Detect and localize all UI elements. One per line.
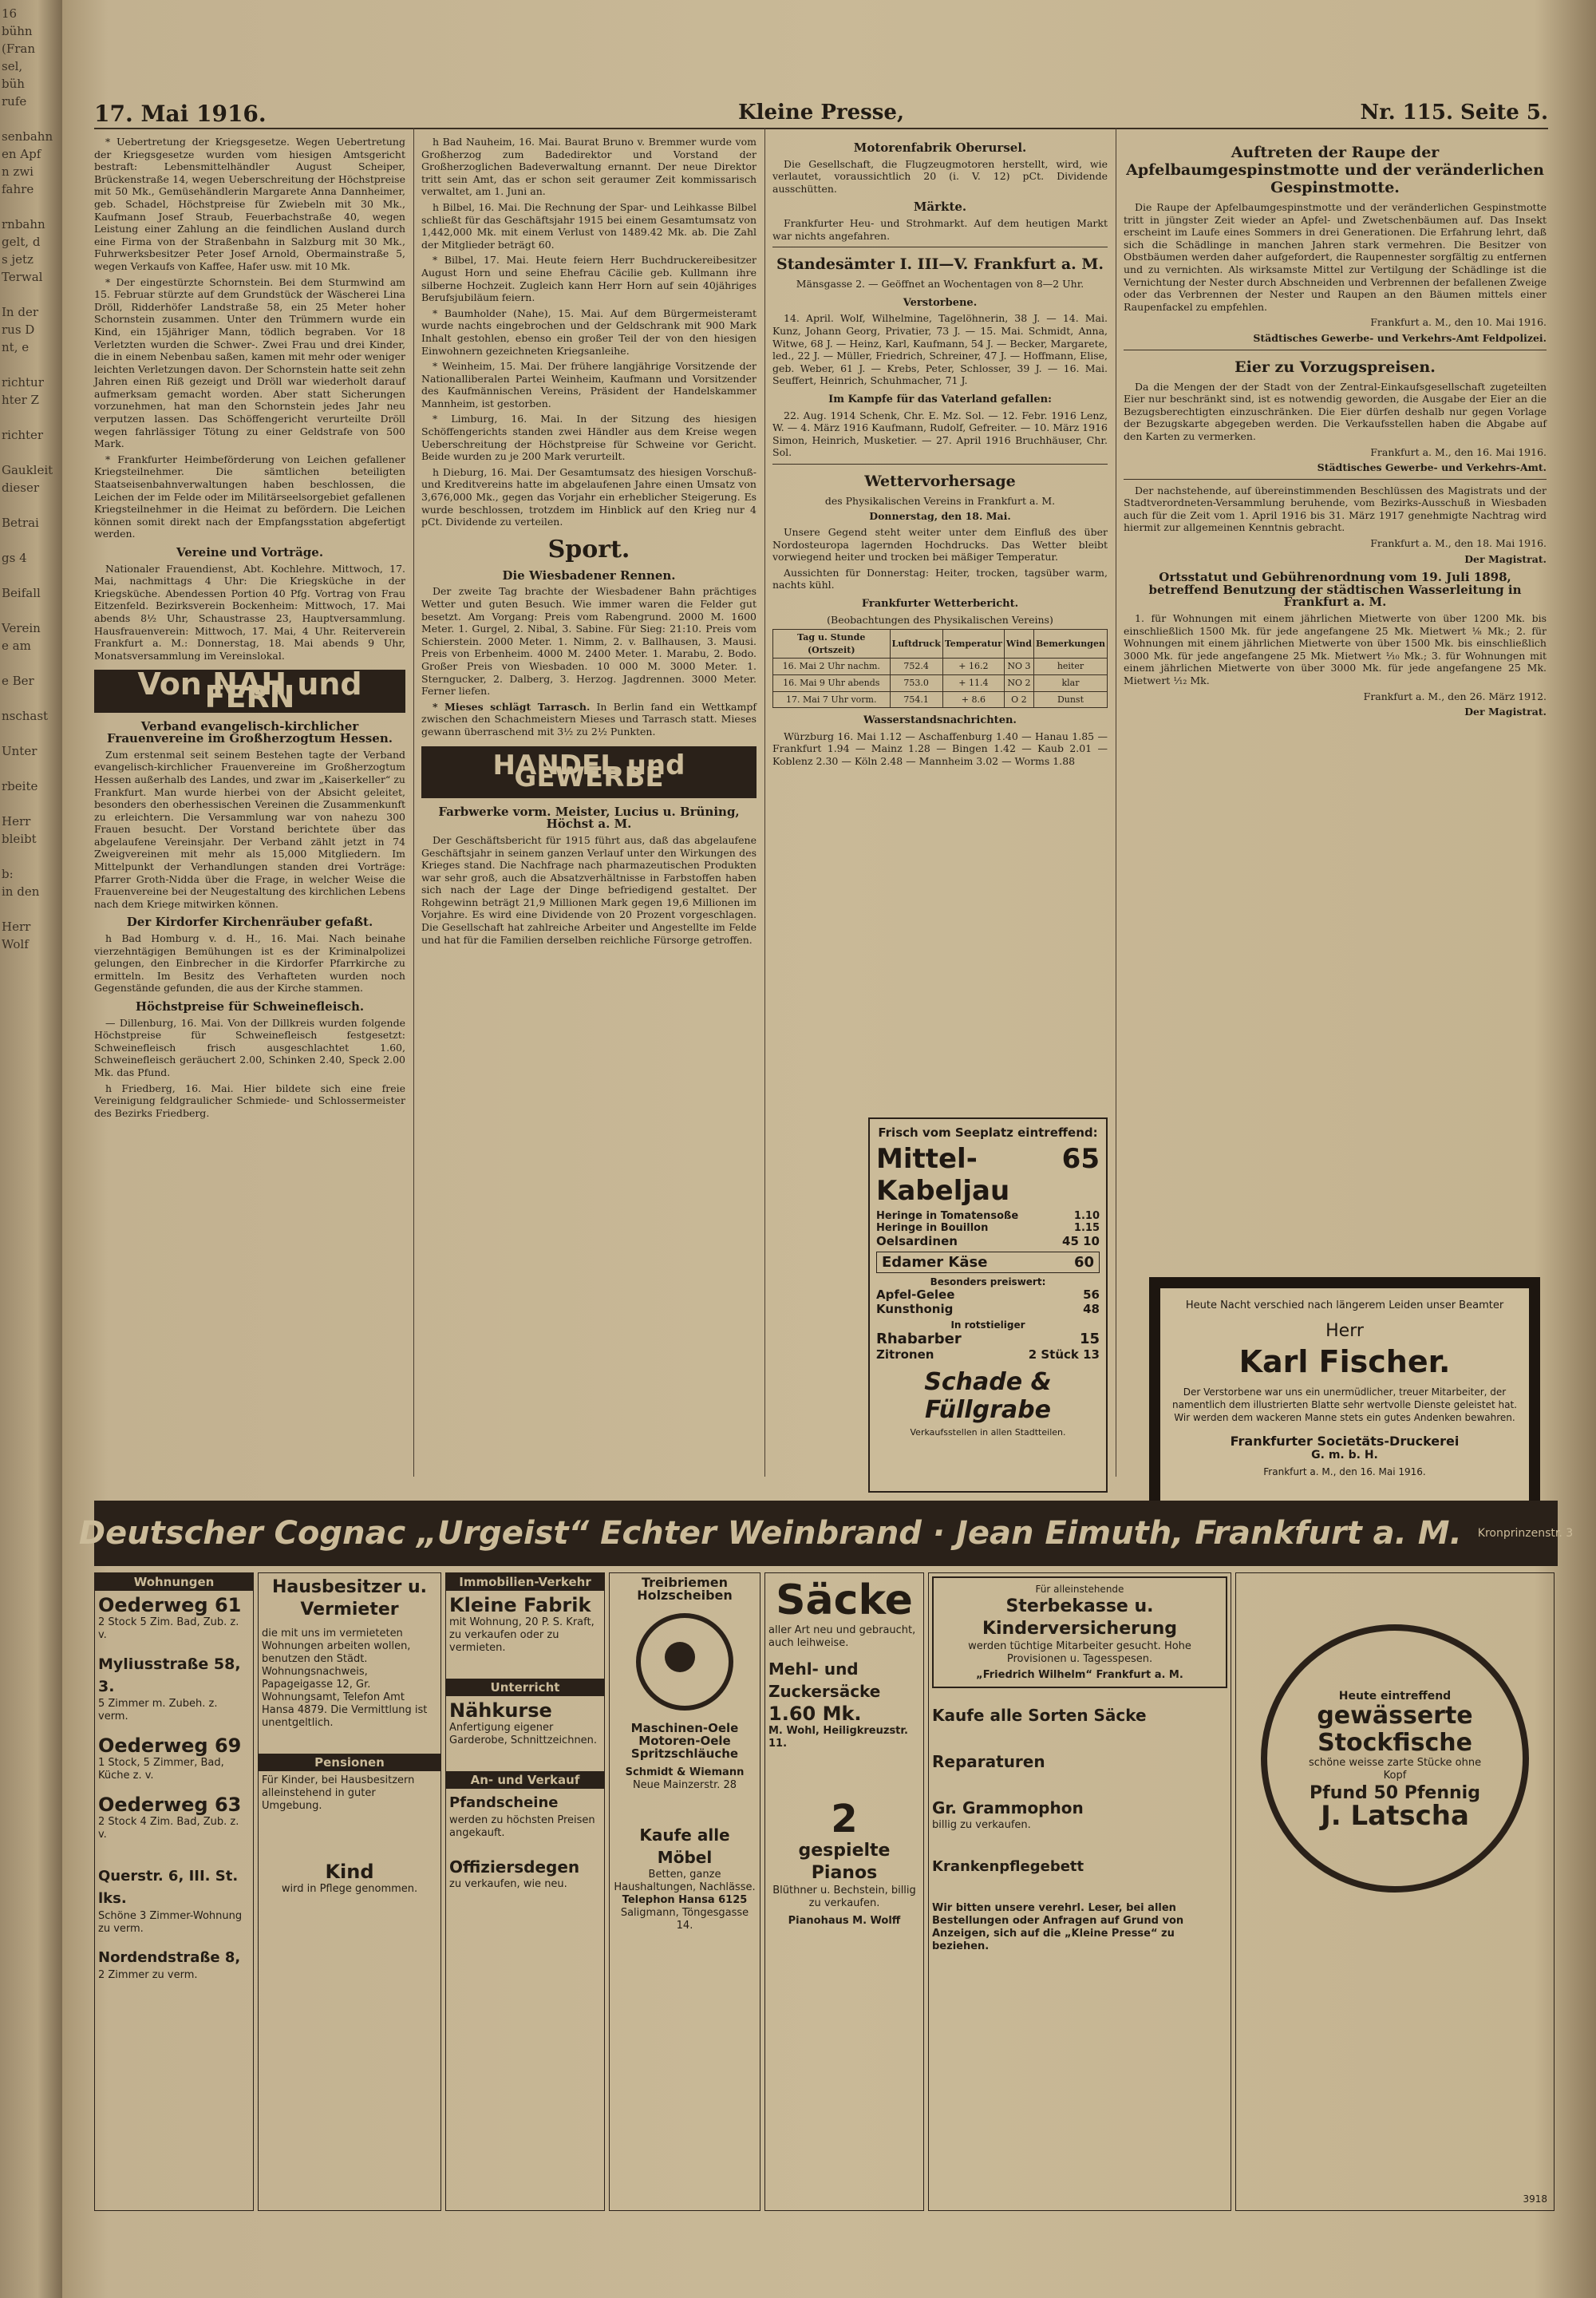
article-verband: Zum erstenmal seit seinem Bestehen tagte der Verband evangelisch-kirchlicher Frauenvereine im Großherzogtum Hessen außerhalb des Landes, und zwar im „Kaiserkeller“ zu Frankfurt. Man wurde hierbei von der Absicht geleitet, besonders den oberhessischen Vereinen die Zusammenkunft zu erleichtern. Die Versammlung war von nahezu 300 Frauen besucht. Der Vorstand berichtete über das abgelaufene Vereinsjahr. Der Verband zählt jetzt in 74 Zweigvereinen mit mehr als 15,000 Mitgliedern. Im Mittelpunkt der Verhandlungen standen drei Vorträge: Pfarrer Groth-Nidda über die Frage, in welcher Weise die Frauenvereine bei der Neugestaltung des kirchlichen Lebens nach dem Kriege mitwirken können.	[94, 748, 405, 910]
classified-wohnungen	[94, 1572, 254, 2211]
ad-kabeljau-main: Mittel-Kabeljau	[876, 1143, 1010, 1207]
article-rennen: Der zweite Tag brachte der Wiesbadener Bahn prächtiges Wetter und guten Besuch. Wie immer waren die Felder gut besetzt. Am Vorgang: Preis vom Rabengrund. 2000 M. 1600 Meter. 1. Gurgel, 2. Nibal, 3. Sabine. Für Sieg: 21:10. Preis vom Schierstein. 2000 Meter. 1. Nimm, 2. v. Ballhausen, 3. Mausi. Preis von Erbenheim. 4000 M. 2400 Meter. 1. Marabu, 2. Bodo. Großer Preis von Wiesbaden. 10 000 M. 3000 Meter. 1. Sterngucker, 2. Dalberg, 3. Herzog. Jagdrennen. 3000 Meter. Ferner liefen.	[421, 585, 757, 698]
table-row	[773, 675, 1108, 692]
classified-sterbekasse	[928, 1572, 1231, 2211]
listing-title: Nordendstraße 8,	[98, 1949, 241, 1966]
heading-wetterbericht: Frankfurter Wetterbericht.	[861, 598, 1019, 611]
ad-kabeljau-price: 65	[1061, 1143, 1100, 1175]
weather-table-header	[773, 630, 1108, 659]
wetter-date: Donnerstag, den 18. Mai.	[869, 510, 1011, 523]
listing-title: Pfandscheine	[449, 1794, 559, 1811]
heading-verstorbene: Verstorbene.	[903, 296, 978, 309]
classified-stockfische	[1235, 1572, 1555, 2211]
section-title-maerkte: Märkte.	[913, 200, 967, 215]
listing-title: Querstr. 6, III. St. lks.	[98, 1868, 239, 1907]
weather-col-header: Temperatur	[942, 630, 1004, 659]
article-farbwerke: Der Geschäftsbericht für 1915 führt aus, daß das abgelaufene Geschäftsjahr in seinem ganzen Verlauf unter den Wirkungen des Krieges stand. Die Nachfrage nach pharmazeutischen Produkten war sehr groß, auch die Absatzverhältnisse in Farbstoffen haben sich nach der Lage der Dinge befriedigend gestaltet. Der Rohgewinn beträgt 21,9 Millionen Mark gegen 19,6 Millionen im Vorjahre. Es wird eine Dividende von 20 Prozent vorgeschlagen. Die Gesellschaft hat zahlreiche Arbeiter und Angestellte im Felde und hat für die Familien derselben reichliche Fürsorge getroffen.	[421, 833, 757, 946]
article-bilbel-hochzeit: * Bilbel, 17. Mai. Heute feiern Herr Buchdruckereibesitzer August Horn und seine Ehefrau Cäcilie geb. Kullmann ihre silberne Hochzeit. Zugleich kann Herr Horn auf sein 40jähriges Berufsjubiläum feiern.	[421, 254, 757, 304]
table-cell: 16. Mai 9 Uhr abends	[773, 675, 891, 692]
wasserstand-list: Würzburg 16. Mai 1.12 — Aschaffenburg 1.40 — Hanau 1.85 — Frankfurt 1.94 — Mainz 1.28 — Bingen 1.42 — Kaub 2.01 — Koblenz 2.30 — Köln 2.48 — Mannheim 3.02 — Worms 1.88	[772, 730, 1108, 767]
classified-code: 3918	[1523, 2193, 1547, 2205]
notice-ortsstatut: 1. für Wohnungen mit einem jährlichen Mietwerte von über 1200 Mk. bis einschließlich 1500 Mk. für jede angefangene 25 Mk. Mietwert ⅛ Mk.; 2. für Wohnungen mit einem jährlichen Mietwerte von über 1500 Mk. bis einschließlich 3000 Mk. für jede angefangene 25 Mk. Mietwert ⅟₁₀ Mk.; 3. für Wohnungen mit einem jährlichen Mietwerte von über 3000 Mk. für jede angefangene 25 Mk. Mietwert ⅟₁₂ Mk.	[1124, 612, 1547, 686]
ad-cognac-text: Deutscher Cognac „Urgeist“ Echter Weinbrand · Jean Eimuth, Frankfurt a. M.	[78, 1515, 1462, 1552]
headline-mieses: * Mieses schlägt Tarrasch.	[433, 700, 591, 713]
listing-title: Kaufe alle Möbel	[639, 1825, 730, 1867]
column-rule	[764, 128, 765, 1477]
table-cell: + 11.4	[942, 675, 1004, 692]
listing-text: mit Wohnung, 20 P. S. Kraft, zu verkaufen oder zu vermieten.	[449, 1616, 595, 1654]
article-dieburg: h Dieburg, 16. Mai. Der Gesamtumsatz des hiesigen Vorschuß- und Kreditvereins hatte im abgelaufenen Jahre einen Umsatz von 3,676,000 Mk., gegen das Vorjahr ein erheblicher Steigerung. Es wurde beschlossen, trotzdem im Hinblick auf den Krieg nur 4 pCt. Dividende zu verteilen.	[421, 465, 757, 528]
ad-stockfische-circle	[1261, 1624, 1529, 1893]
article-heimbefoerderung: * Frankfurter Heimbeförderung von Leichen gefallener Kriegsteilnehmer. Die sämtlichen beteiligten Staatseisenbahnverwaltungen haben beschlossen, die Leichen der im Felde oder im Militärseelsorgebiet gefallenen Kriegsteilnehmer in die Heimat zu befördern. Die Leichen können somit direkt nach der Empfangsstation abgefertigt werden.	[94, 453, 405, 540]
obituary-text: Der Verstorbene war uns ein unermüdlicher, treuer Mitarbeiter, der namentlich dem illustrierten Blatte sehr wertvolle Dienste geleistet hat. Wir werden dem wackeren Manne stets ein gutes Andenken bewahren.	[1172, 1386, 1517, 1423]
wetter-text: Unsere Gegend steht weiter unter dem Einfluß des über Nordosteuropa lagernden Hochdrucks. Das Wetter bleibt vorwiegend heiter und trocken bei mäßiger Temperatur.	[772, 526, 1108, 564]
notice-beschluss-date: Frankfurt a. M., den 18. Mai 1916.	[1370, 537, 1547, 550]
previous-page-fragments: 16 bühn (Fran sel, büh rufe senbahn en Apf n zwi fahre rnbahn gelt, d s jetz Terwal In der rus D nt, e richtur hter Z richter Gaukleit dieser Betrai gs 4 Beifall Verein e am e Ber nschast Unter rbeite Herr bleibt b: in den Herr Wolf	[2, 6, 53, 951]
column-3	[772, 136, 1108, 1046]
notice-eier: Da die Mengen der der Stadt von der Zentral-Einkaufsgesellschaft zugeteilten Eier nur beschränkt sind, ist es notwendig geworden, die Ausgabe der Eier an die Bezugsberechtigten einzuschränken. Die Eier dürfen deshalb nur gegen Vorlage der Bezugskarte abgegeben werden. Die Verkaufsstellen haben die Abgabe auf den Karten zu vermerken.	[1124, 380, 1547, 442]
headline-wiesbadener-rennen: Die Wiesbadener Rennen.	[502, 568, 676, 583]
divider	[772, 464, 1108, 465]
listing-title: Offiziersdegen	[449, 1857, 580, 1877]
obituary-date: Frankfurt a. M., den 16. Mai 1916.	[1263, 1466, 1426, 1477]
ad-item: Zitronen	[876, 1347, 934, 1362]
listing-text: 1 Stock, 5 Zimmer, Bad, Küche z. v.	[98, 1757, 224, 1782]
wetterbericht-source: (Beobachtungen des Physikalischen Vereins)	[827, 613, 1053, 626]
classified-immobilien	[445, 1572, 605, 2211]
listing-firm: Pianohaus M. Wolff	[788, 1915, 901, 1927]
page-header	[94, 96, 1548, 129]
headline-raupe: Auftreten der Raupe der Apfelbaumgespinstmotte und der veränderlichen Gespinstmotte.	[1126, 144, 1544, 196]
table-cell: 752.4	[890, 659, 942, 675]
notice-eier-signature: Städtisches Gewerbe- und Verkehrs-Amt.	[1317, 461, 1547, 474]
divider	[1124, 479, 1547, 480]
listing-text: Betten, ganze Haushaltungen, Nachlässe.	[614, 1869, 756, 1893]
weather-col-header: Tag u. Stunde (Ortszeit)	[773, 630, 891, 659]
listing-text: 2 Stock 4 Zim. Bad, Zub. z. v.	[98, 1816, 239, 1841]
listing-text: 2 Stock 5 Zim. Bad, Zub. z. v.	[98, 1616, 239, 1641]
headline-motorenfabrik: Motorenfabrik Oberursel.	[853, 140, 1027, 155]
headline-verband: Verband evangelisch-kirchlicher Frauenvereine im Großherzogtum Hessen.	[107, 718, 393, 746]
listing-title: Oederweg 69	[98, 1734, 242, 1757]
article-bad-nauheim: h Bad Nauheim, 16. Mai. Baurat Bruno v. Bremmer wurde vom Großherzog zum Badedirektor und Vorstand der Großherzoglichen Badeverwaltung ernannt. Der neue Direktor tritt sein Amt, das er schon seit geraumer Zeit kommissarisch verwaltet, am 1. Juni an.	[421, 136, 757, 198]
article-kirdorf: h Bad Homburg v. d. H., 16. Mai. Nach beinahe vierzehntägigen Bemühungen ist es der Kriminalpolizei gelungen, den Einbrecher in die Kirdorfer Pfarrkirche zu ermitteln. Im Besitz des Verhafteten wurden noch Gegenstände gefunden, die aus der Kirche stammen.	[94, 932, 405, 995]
notice-raupe-signature: Städtisches Gewerbe- und Verkehrs-Amt Feldpolizei.	[1253, 331, 1547, 344]
listing-firm: „Friedrich Wilhelm“ Frankfurt a. M.	[976, 1669, 1183, 1681]
ad-price: 45 10	[1062, 1234, 1100, 1248]
table-cell: 753.0	[890, 675, 942, 692]
gear-icon	[636, 1613, 733, 1711]
heading-gefallen: Im Kampfe für das Vaterland gefallen:	[828, 393, 1052, 405]
listing-title: Oederweg 63	[98, 1794, 242, 1816]
section-title-wettervorhersage: Wettervorhersage	[864, 472, 1016, 490]
ad-item: Heringe in Bouillon	[876, 1222, 989, 1234]
column-rule	[413, 128, 414, 1477]
listing-title: gewässerte Stockfische	[1317, 1702, 1473, 1757]
listing-text: Blüthner u. Bechstein, billig zu verkaufen.	[772, 1885, 916, 1909]
ad-item: Edamer Käse	[882, 1254, 988, 1271]
listing-text: wird in Pflege genommen.	[281, 1883, 418, 1895]
listing-text: 2 Zimmer zu verm.	[98, 1969, 198, 1981]
article-weinheim: * Weinheim, 15. Mai. Der frühere langjährige Vorsitzende der Nationalliberalen Partei Weinheim, Kaufmann und Vorsitzender des Kaufmännischen Vereins, Präsident der Handelskammer Mannheim, ist gestorben.	[421, 360, 757, 409]
notice-ortsstatut-date: Frankfurt a. M., den 26. März 1912.	[1363, 690, 1547, 702]
header-date: 17. Mai 1916.	[94, 101, 267, 127]
column-2	[421, 136, 757, 1485]
notice-beschluss: Der nachstehende, auf übereinstimmenden Beschlüssen des Magistrats und der Stadtverordneten-Versammlung beruhende, vom Bezirks-Ausschuß in Wiesbaden auch für die Zeit vom 1. April 1916 bis 31. März 1917 genehmigte Nachtrag wird hiermit zur allgemeinen Kenntnis gebracht.	[1124, 484, 1547, 534]
listing-text: Schöne 3 Zimmer-Wohnung zu verm.	[98, 1910, 243, 1935]
listing-text: aller Art neu und gebraucht, auch leihweise.	[768, 1624, 916, 1649]
listing-title: gespielte Pianos	[798, 1841, 891, 1883]
table-cell: + 8.6	[942, 691, 1004, 708]
listing-text: billig zu verkaufen.	[932, 1819, 1031, 1831]
obituary-herr: Herr	[1325, 1321, 1364, 1341]
article-mieses-text: In Berlin fand ein Wettkampf zwischen den Schachmeistern Mieses und Tarrasch statt. Mieses gewann überraschend mit 3½ zu 2½ Punkten.	[421, 700, 757, 738]
listing-address: Neue Mainzerstr. 28	[632, 1779, 737, 1791]
headline-eier: Eier zu Vorzugspreisen.	[1235, 358, 1436, 376]
weather-col-header: Wind	[1004, 630, 1033, 659]
heading-wasserstand: Wasserstandsnachrichten.	[863, 714, 1017, 727]
wetter-source: des Physikalischen Vereins in Frankfurt a. M.	[824, 494, 1056, 507]
article-limburg: * Limburg, 16. Mai. In der Sitzung des hiesigen Schöffengerichts standen zwei Händler aus dem Kreise wegen Ueberschreitung der Höchstpreise für Schweine vor Gericht. Beide wurden zu je 200 Mark verurteilt.	[421, 413, 757, 463]
article-friedberg: h Friedberg, 16. Mai. Hier bildete sich eine freie Vereinigung feldgraulicher Schmiede- und Schlossermeister des Bezirks Friedberg.	[94, 1082, 405, 1119]
classified-header: Wohnungen	[95, 1573, 253, 1591]
listing-text: 5 Zimmer m. Zubeh. z. verm.	[98, 1698, 218, 1723]
table-cell: 16. Mai 2 Uhr nachm.	[773, 659, 891, 675]
ad-brand-schade-fuellgrabe: Schade & Füllgrabe	[924, 1368, 1052, 1424]
headline-ortsstatut: Ortsstatut und Gebührenordnung vom 19. Juli 1898, betreffend Benutzung der städtischen Wasserleitung in Frankfurt a. M.	[1148, 570, 1522, 610]
listing-header: Für alleinstehende	[1035, 1584, 1124, 1595]
table-cell: Dunst	[1033, 691, 1107, 708]
headline-kirdorf: Der Kirdorfer Kirchenräuber gefaßt.	[126, 915, 373, 930]
wetter-forecast: Aussichten für Donnerstag: Heiter, trocken, tagsüber warm, nachts kühl.	[772, 566, 1108, 591]
listing-text: Maschinen-Oele Motoren-Oele Spritzschläuche	[630, 1721, 739, 1761]
article-motorenfabrik: Die Gesellschaft, die Flugzeugmotoren herstellt, wird, wie verlautet, voraussichtlich 20 (i. V. 12) pCt. Dividende ausschütten.	[772, 157, 1108, 195]
headline-farbwerke: Farbwerke vorm. Meister, Lucius u. Brüning, Höchst a. M.	[438, 804, 740, 832]
ad-price: 15	[1079, 1331, 1100, 1347]
ad-item: Oelsardinen	[876, 1234, 958, 1248]
article-schornstein: * Der eingestürzte Schornstein. Bei dem Sturmwind am 15. Februar stürzte auf dem Grundstück der Wäscherei Lina Dröll, Ridderhöfer Landstraße 58, ein 25 Meter hoher Schornstein zusammen. Unter den Trümmern wurde ein Kind, ein 15jähriger Mann, tödlich begraben. Vor 18 Verletzten wurden die Schwer-. Zwei Frau und drei Kinder, die in einem Nebenbau saßen, kamen mit mehr oder weniger leichten Verletzungen davon. Der Schornstein hatte seit zehn Jahren einen Riß gezeigt und Dröll war wiederholt darauf aufmerksam gemacht worden. Aber statt Sicherungen vorzunehmen, hat man den Schornstein jedes Jahr neu verputzen lassen. Das Schöffengericht verurteilte Dröll wegen fahrlässiger Tötung zu einer Geldstrafe von 500 Mark.	[94, 275, 405, 450]
classified-hausbesitzer-text: die mit uns im vermieteten Wohnungen arbeiten wollen, benutzen den Städt. Wohnungsnachweis, Papageigasse 12, Gr. Wohnungsamt, Telefon Amt Hansa 4879. Die Vermittlung ist unentgeltlich.	[262, 1628, 428, 1729]
section-title-sport: Sport.	[547, 535, 630, 564]
ad-price: 56	[1083, 1287, 1100, 1302]
table-cell: O 2	[1004, 691, 1033, 708]
classified-header: Immobilien-Verkehr	[446, 1573, 604, 1591]
notice-ortsstatut-signature: Der Magistrat.	[1464, 706, 1547, 718]
table-cell: + 16.2	[942, 659, 1004, 675]
article-maerkte: Frankfurter Heu- und Strohmarkt. Auf dem heutigen Markt war nichts angefahren.	[772, 216, 1108, 242]
listing-text: Für Kinder, bei Hausbesitzern alleinstehend in guter Umgebung.	[262, 1774, 415, 1812]
classified-saecke	[764, 1572, 924, 2211]
listing-title: Sterbekasse u. Kinderversicherung	[982, 1596, 1178, 1639]
classified-header: Unterricht	[446, 1679, 604, 1696]
article-vereine: Nationaler Frauendienst, Abt. Kochlehre. Mittwoch, 17. Mai, nachmittags 4 Uhr: Die Kriegsküche in der Kriegsküche. Abendessen Portion 40 Pfg. Vortrag von Frau Eitzenfeld. Bezirksverein Bockenheim: Mittwoch, 17. Mai abends 8½ Uhr, Schaustrasse 23, Hauptversammlung. Hausfrauenverein: Mittwoch, 17. Mai, 4 Uhr. Reiterverein Frankfurt a. M.: Donnerstag, 18. Mai abends 9 Uhr, Monatsversammlung im Vereinslokal.	[94, 562, 405, 662]
ad-kabeljau-top: Frisch vom Seeplatz eintreffend:	[878, 1125, 1098, 1140]
table-cell: 17. Mai 7 Uhr vorm.	[773, 691, 891, 708]
article-hoechstpreise: — Dillenburg, 16. Mai. Von der Dillkreis wurden folgende Höchstpreise für Schweinefleisch festgesetzt: Schweinefleisch frisch ausgeschlachtet 1.60, Schweinefleisch geräuchert 2.00, Schinken 2.40, Speck 2.00 Mk. das Pfund.	[94, 1016, 405, 1078]
ad-kabeljau-footer: Verkaufsstellen in allen Stadtteilen.	[910, 1427, 1066, 1438]
table-cell: klar	[1033, 675, 1107, 692]
obituary-firm-type: G. m. b. H.	[1311, 1449, 1378, 1461]
listing-title: Treibriemen Holzscheiben	[637, 1575, 733, 1603]
listing-title: Krankenpflegebett	[932, 1858, 1084, 1875]
previous-page-edge	[0, 0, 62, 2298]
weather-col-header: Luftdruck	[890, 630, 942, 659]
listing-title: Oederweg 61	[98, 1594, 242, 1616]
listing-price: Pfund 50 Pfennig	[1310, 1783, 1480, 1803]
obituary-intro: Heute Nacht verschied nach längerem Leiden unser Beamter	[1185, 1299, 1504, 1311]
ad-price: 60	[1073, 1254, 1094, 1271]
notice-raupe-date: Frankfurt a. M., den 10. Mai 1916.	[1370, 316, 1547, 329]
article-kriegsgesetze: * Uebertretung der Kriegsgesetze. Wegen Uebertretung der Kriegsgesetze wurden vom hiesigen Amtsgericht bestraft: Lebensmittelhändler August Scheiper, Brückenstraße 14, wegen Ueberschreitung der Höchstpreise mit 50 Mk., Gemüsehändlerin Margarete Anna Dannheimer, geb. Schadel, Höchstpreise für Zwiebeln mit 30 Mk., Kaufmann Josef Straub, Feuerbachstraße 40, wegen Leistung einer Zahlung an die feindlichen Ausland durch eine Firma von der Straßenbahn in Salzburg mit 30 Mk., Fuhrwerksbesitzer Peter Josef Arnold, Obermainstraße 5, wegen Verkaufs von Kaffee, Hafer usw. mit 10 Mk.	[94, 136, 405, 272]
article-baumholder: * Baumholder (Nahe), 15. Mai. Auf dem Bürgermeisteramt wurde nachts eingebrochen und der Geldschrank mit 900 Mark Inhalt gestohlen, ebenso ein großer Teil der von den hiesigen Einwohnern gezeichneten Kriegsanleihe.	[421, 307, 757, 357]
listing-text: zu verkaufen, wie neu.	[449, 1878, 567, 1890]
listing-text: Wir bitten unsere verehrl. Leser, bei allen Bestellungen oder Anfragen auf Grund von Anzeigen, sich auf die „Kleine Presse“ zu beziehen.	[932, 1902, 1184, 1952]
classified-header: An- und Verkauf	[446, 1771, 604, 1789]
ad-cognac-urgeist	[78, 1501, 1574, 1566]
listing-text: werden zu höchsten Preisen angekauft.	[449, 1814, 595, 1839]
listing-firm: Saligmann, Töngesgasse 14.	[620, 1907, 749, 1932]
notice-eier-date: Frankfurt a. M., den 16. Mai 1916.	[1370, 445, 1547, 458]
obituary-name: Karl Fischer.	[1238, 1344, 1451, 1379]
table-cell: NO 3	[1004, 659, 1033, 675]
listing-firm: Schmidt & Wiemann	[625, 1766, 745, 1778]
ad-cognac-address: Kronprinzenstr. 3	[1477, 1527, 1574, 1540]
headline-hoechstpreise: Höchstpreise für Schweinefleisch.	[135, 999, 365, 1014]
ad-item: Apfel-Gelee	[876, 1287, 955, 1302]
classified-hausbesitzer-title: Hausbesitzer u. Vermieter	[271, 1577, 428, 1620]
ad-price: 2 Stück 13	[1028, 1347, 1100, 1362]
ad-mittel-kabeljau	[868, 1117, 1108, 1493]
listing-firm: J. Latscha	[1321, 1800, 1469, 1832]
listing-title: Myliusstraße 58, 3.	[98, 1655, 241, 1695]
listing-number: 2	[831, 1797, 858, 1841]
list-verstorbene: 14. April. Wolf, Wilhelmine, Tagelöhnerin, 38 J. — 14. Mai. Kunz, Johann Georg, Privatier, 73 J. — 15. Mai. Schmidt, Anna, Witwe, 68 J. — Heinz, Karl, Kaufmann, 54 J. — Becker, Margarete, led., 22 J. — Müller, Friedrich, Schreiner, 47 J. — Hoffmann, Elise, geb. Weber, 61 J. — Krebs, Peter, Schlosser, 39 J. — 16. Mai. Seuffert, Heinrich, Schuhmacher, 71 J.	[772, 312, 1108, 387]
weather-col-header: Bemerkungen	[1033, 630, 1107, 659]
listing-text: werden tüchtige Mitarbeiter gesucht. Hohe Provisionen u. Tagesspesen.	[968, 1640, 1191, 1665]
ad-item: Heringe in Tomatensoße	[876, 1210, 1019, 1222]
classified-hausbesitzer	[258, 1572, 441, 2211]
table-cell: heiter	[1033, 659, 1107, 675]
listing-title: Kaufe alle Sorten Säcke	[932, 1706, 1147, 1725]
weather-table	[772, 629, 1108, 708]
article-mieses	[421, 701, 757, 738]
section-banner-handel-gewerbe: HANDEL und GEWERBE	[421, 746, 757, 798]
column-1	[94, 136, 405, 1485]
ad-price: 1.10	[1073, 1210, 1100, 1222]
notice-beschluss-signature: Der Magistrat.	[1464, 552, 1547, 565]
article-bilbel-kasse: h Bilbel, 16. Mai. Die Rechnung der Spar- und Leihkasse Bilbel schließt für das Geschäftsjahr 1915 bei einem Gesamtumsatz von 1,442,000 Mk. mit einem Verlust von 1489.42 Mk. ab. Die Zahl der Mitglieder beträgt 60.	[421, 200, 757, 251]
listing-title: Nähkurse	[449, 1699, 552, 1722]
section-title-vereine: Vereine und Vorträge.	[176, 545, 324, 560]
listing-header: Heute eintreffend	[1338, 1690, 1452, 1703]
table-row	[773, 659, 1108, 675]
classified-header: Pensionen	[259, 1754, 440, 1771]
list-gefallen: 22. Aug. 1914 Schenk, Chr. E. Mz. Sol. — 12. Febr. 1916 Lenz, W. — 4. März 1916 Kaufmann, Rudolf, Gefreiter. — 10. März 1916 Simon, Heinrich, Musketier. — 27. April 1916 Bruchhäuser, Chr. Sol.	[772, 409, 1108, 459]
obituary-firm: Frankfurter Societäts-Druckerei	[1230, 1434, 1460, 1449]
listing-title: Reparaturen	[932, 1752, 1045, 1771]
listing-firm: M. Wohl, Heiligkreuzstr. 11.	[768, 1725, 908, 1750]
ad-price: 48	[1083, 1302, 1100, 1316]
ad-price: 1.15	[1073, 1222, 1100, 1234]
table-cell: NO 2	[1004, 675, 1033, 692]
classified-treibriemen	[609, 1572, 760, 2211]
ad-item: Rhabarber	[876, 1331, 962, 1347]
table-cell: 754.1	[890, 691, 942, 708]
notice-raupe: Die Raupe der Apfelbaumgespinstmotte und der veränderlichen Gespinstmotte tritt in jüngster Zeit wieder an Apfel- und Zwetschenbäumen auf. Das Insekt erscheint im Laufe eines Sommers in drei Generationen. Die Erfahrung lehrt, daß sich die Schädlinge in manchen Jahren stark vermehren. Die Besitzer von Obstbäumen werden daher aufgefordert, die Raupennester sorgfältig zu entfernen und zu vernichten. Als wirksamste Mittel zur Vertilgung der Schädlinge ist die Vernichtung der Nester durch Abschneiden und Verbrennen der befallenen Zweige oder das Verbrennen der Nester und Raupen an den Bäumen mittels einer Raupenfackel zu empfehlen.	[1124, 201, 1547, 313]
listing-text: schöne weisse zarte Stücke ohne Kopf	[1308, 1757, 1482, 1782]
standesaemter-hours: Mänsgasse 2. — Geöffnet an Wochentagen von 8—2 Uhr.	[796, 278, 1084, 291]
listing-title: Gr. Grammophon	[932, 1798, 1084, 1817]
header-issue-number: Nr. 115. Seite 5.	[1360, 101, 1548, 125]
column-4	[1124, 136, 1547, 1253]
ad-besonders: Besonders preiswert:	[930, 1276, 1046, 1287]
newspaper-page	[62, 0, 1596, 2298]
listing-title: Säcke	[776, 1576, 913, 1624]
header-paper-title: Kleine Presse,	[737, 101, 905, 125]
table-row	[773, 691, 1108, 708]
listing-text: Anfertigung eigener Garderobe, Schnittzeichnen.	[449, 1722, 598, 1746]
listing-phone: Telephon Hansa 6125	[622, 1894, 748, 1906]
listing-title: Kleine Fabrik	[449, 1594, 591, 1616]
section-banner-nah-fern: Von NAH und FERN	[94, 670, 405, 712]
ad-item: Kunsthonig	[876, 1302, 954, 1316]
listing-title: Kind	[325, 1861, 374, 1883]
listing-title: Mehl- und Zuckersäcke	[768, 1659, 881, 1701]
ad-rotstiel: In rotstieliger	[950, 1319, 1025, 1331]
listing-price: 1.60 Mk.	[768, 1703, 862, 1725]
section-title-standesaemter: Standesämter I. III—V. Frankfurt a. M.	[776, 255, 1104, 274]
